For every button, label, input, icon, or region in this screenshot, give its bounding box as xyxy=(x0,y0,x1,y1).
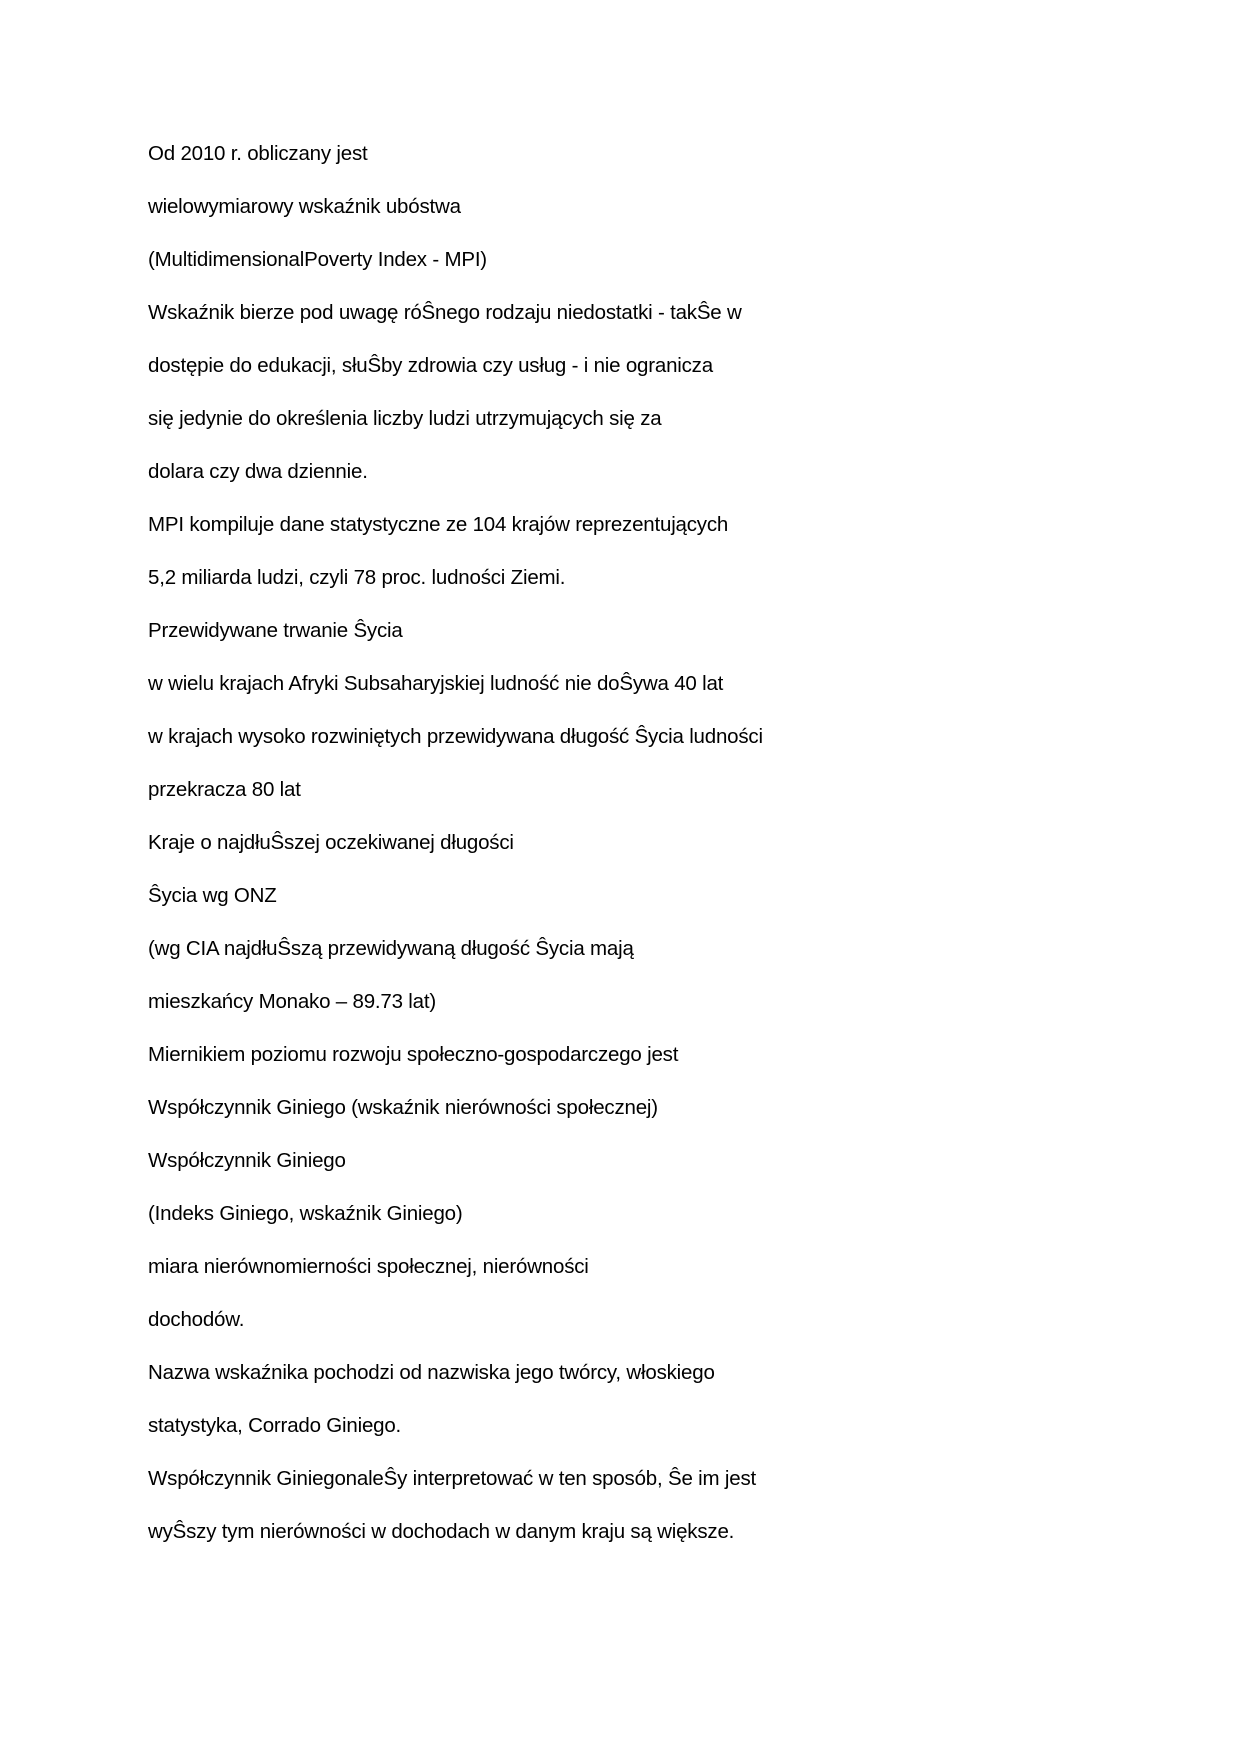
text-line: MPI kompiluje dane statystyczne ze 104 krajów reprezentujących xyxy=(148,513,729,536)
text-line: Współczynnik GiniegonaleŜy interpretować w ten sposób, Ŝe im jest xyxy=(148,1467,756,1490)
text-line: dolara czy dwa dziennie. xyxy=(148,460,368,483)
text-line: statystyka, Corrado Giniego. xyxy=(148,1414,402,1437)
text-line: Współczynnik Giniego (wskaźnik nierówności społecznej) xyxy=(148,1096,658,1119)
text-line: Od 2010 r. obliczany jest xyxy=(148,142,368,165)
text-line: 5,2 miliarda ludzi, czyli 78 proc. ludności Ziemi. xyxy=(148,566,566,589)
text-line: w krajach wysoko rozwiniętych przewidywana długość Ŝycia ludności xyxy=(148,725,763,748)
text-line: Miernikiem poziomu rozwoju społeczno-gospodarczego jest xyxy=(148,1043,679,1066)
document-body xyxy=(148,142,1148,1573)
text-line: dostępie do edukacji, słuŜby zdrowia czy usług - i nie ogranicza xyxy=(148,354,713,377)
text-line: się jedynie do określenia liczby ludzi utrzymujących się za xyxy=(148,407,662,430)
text-line: Przewidywane trwanie Ŝycia xyxy=(148,619,403,642)
text-line: miara nierównomierności społecznej, nierówności xyxy=(148,1255,589,1278)
text-line: wielowymiarowy wskaźnik ubóstwa xyxy=(148,195,461,218)
text-line: Współczynnik Giniego xyxy=(148,1149,346,1172)
text-line: Ŝycia wg ONZ xyxy=(148,884,277,907)
text-line: wyŜszy tym nierówności w dochodach w danym kraju są większe. xyxy=(148,1520,735,1543)
text-line: (MultidimensionalPoverty Index - MPI) xyxy=(148,248,487,271)
text-line: przekracza 80 lat xyxy=(148,778,301,801)
text-line: (Indeks Giniego, wskaźnik Giniego) xyxy=(148,1202,463,1225)
text-line: Kraje o najdłuŜszej oczekiwanej długości xyxy=(148,831,514,854)
text-line: (wg CIA najdłuŜszą przewidywaną długość Ŝycia mają xyxy=(148,937,634,960)
text-line: Nazwa wskaźnika pochodzi od nazwiska jego twórcy, włoskiego xyxy=(148,1361,715,1384)
text-line: w wielu krajach Afryki Subsaharyjskiej ludność nie doŜywa 40 lat xyxy=(148,672,724,695)
text-line: dochodów. xyxy=(148,1308,245,1331)
text-line: mieszkańcy Monako – 89.73 lat) xyxy=(148,990,436,1013)
text-line: Wskaźnik bierze pod uwagę róŜnego rodzaju niedostatki - takŜe w xyxy=(148,301,742,324)
